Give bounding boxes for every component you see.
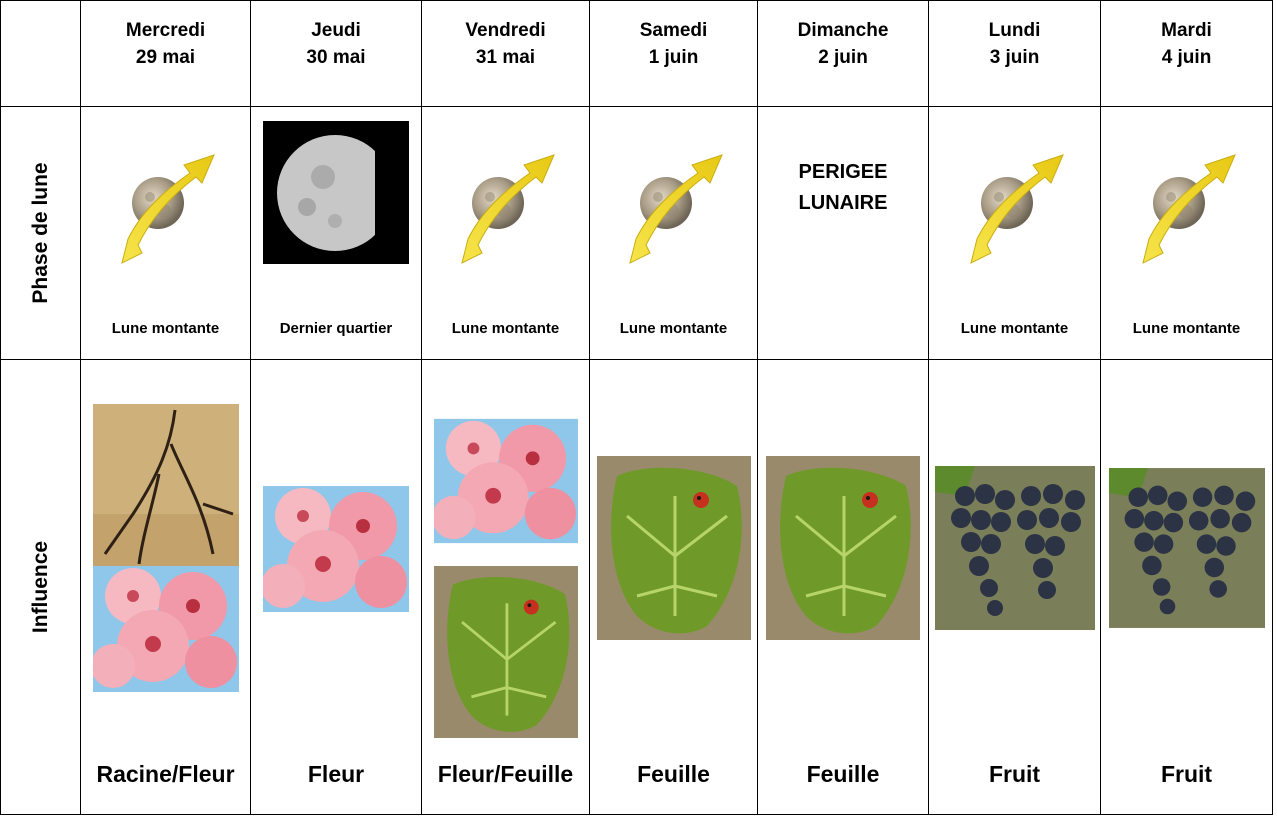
- blossom-image: [434, 418, 578, 544]
- day-header: [422, 1, 590, 107]
- moon-phase-row: [1, 107, 1273, 360]
- rising-moon-icon: [622, 151, 726, 271]
- weekday: Lundi: [988, 20, 1041, 41]
- weekday: Mercredi: [125, 20, 206, 41]
- roots-image: [93, 404, 239, 566]
- influence-cell: [590, 360, 758, 815]
- influence-label: Feuille: [637, 761, 710, 787]
- leaf-ladybug-image: [434, 566, 578, 738]
- influence-cell: [929, 360, 1101, 815]
- rising-moon-icon: [114, 151, 218, 271]
- blossom-image: [263, 486, 409, 612]
- phase-cell: [590, 107, 758, 360]
- phase-cell: [81, 107, 251, 360]
- weekday: Samedi: [639, 20, 708, 41]
- blossom-image: [93, 566, 239, 692]
- rising-moon-icon: [963, 151, 1067, 271]
- phase-cell: [929, 107, 1101, 360]
- date: 31 mai: [475, 47, 536, 68]
- phase-label: Lune montante: [111, 320, 220, 337]
- influence-cell: [758, 360, 929, 815]
- phase-cell: [422, 107, 590, 360]
- date: 2 juin: [818, 47, 868, 68]
- influence-cell: [81, 360, 251, 815]
- influence-label: Fruit: [988, 761, 1041, 787]
- header-row: [1, 1, 1273, 107]
- leaf-ladybug-image: [766, 456, 920, 640]
- influence-cell: [1101, 360, 1273, 815]
- weekday: Dimanche: [797, 20, 889, 41]
- grapes-image: [1109, 466, 1265, 630]
- influence-row-label: Influence: [28, 540, 52, 634]
- phase-label: Lune montante: [619, 320, 728, 337]
- date: 30 mai: [306, 47, 366, 68]
- influence-row: [1, 360, 1273, 815]
- day-header: [251, 1, 422, 107]
- date: 3 juin: [989, 47, 1040, 68]
- influence-cell: [251, 360, 422, 815]
- leaf-ladybug-image: [597, 456, 751, 640]
- perigee-line-1: PERIGEE: [798, 161, 888, 183]
- date: 4 juin: [1161, 47, 1212, 68]
- influence-label: Fleur: [307, 761, 365, 787]
- date: 1 juin: [648, 47, 699, 68]
- day-header: [590, 1, 758, 107]
- day-header: [929, 1, 1101, 107]
- row-label-cell: [1, 360, 81, 815]
- influence-label: Fruit: [1160, 761, 1213, 787]
- rising-moon-icon: [1135, 151, 1239, 271]
- phase-label: Lune montante: [1132, 320, 1241, 337]
- phase-cell: [758, 107, 929, 360]
- rising-moon-icon: [454, 151, 558, 271]
- day-header: [758, 1, 929, 107]
- grapes-image: [933, 466, 1097, 630]
- date: 29 mai: [135, 47, 196, 68]
- phase-label: Dernier quartier: [279, 320, 393, 337]
- weekday: Vendredi: [465, 20, 546, 41]
- phase-label: Lune montante: [960, 320, 1069, 337]
- phase-row-label: Phase de lune: [28, 162, 52, 304]
- phase-cell: [251, 107, 422, 360]
- weekday: Jeudi: [311, 20, 361, 41]
- perigee-text: [758, 157, 928, 219]
- corner-cell: [1, 1, 81, 107]
- influence-cell: [422, 360, 590, 815]
- influence-label: Feuille: [806, 761, 880, 787]
- weekday: Mardi: [1161, 20, 1212, 41]
- row-label-cell: [1, 107, 81, 360]
- day-header: [81, 1, 251, 107]
- perigee-line-2: LUNAIRE: [798, 192, 888, 214]
- last-quarter-moon-icon: [263, 121, 409, 264]
- influence-label: Racine/Fleur: [96, 761, 235, 787]
- phase-cell: [1101, 107, 1273, 360]
- day-header: [1101, 1, 1273, 107]
- influence-label: Fleur/Feuille: [437, 761, 574, 787]
- phase-label: Lune montante: [451, 320, 560, 337]
